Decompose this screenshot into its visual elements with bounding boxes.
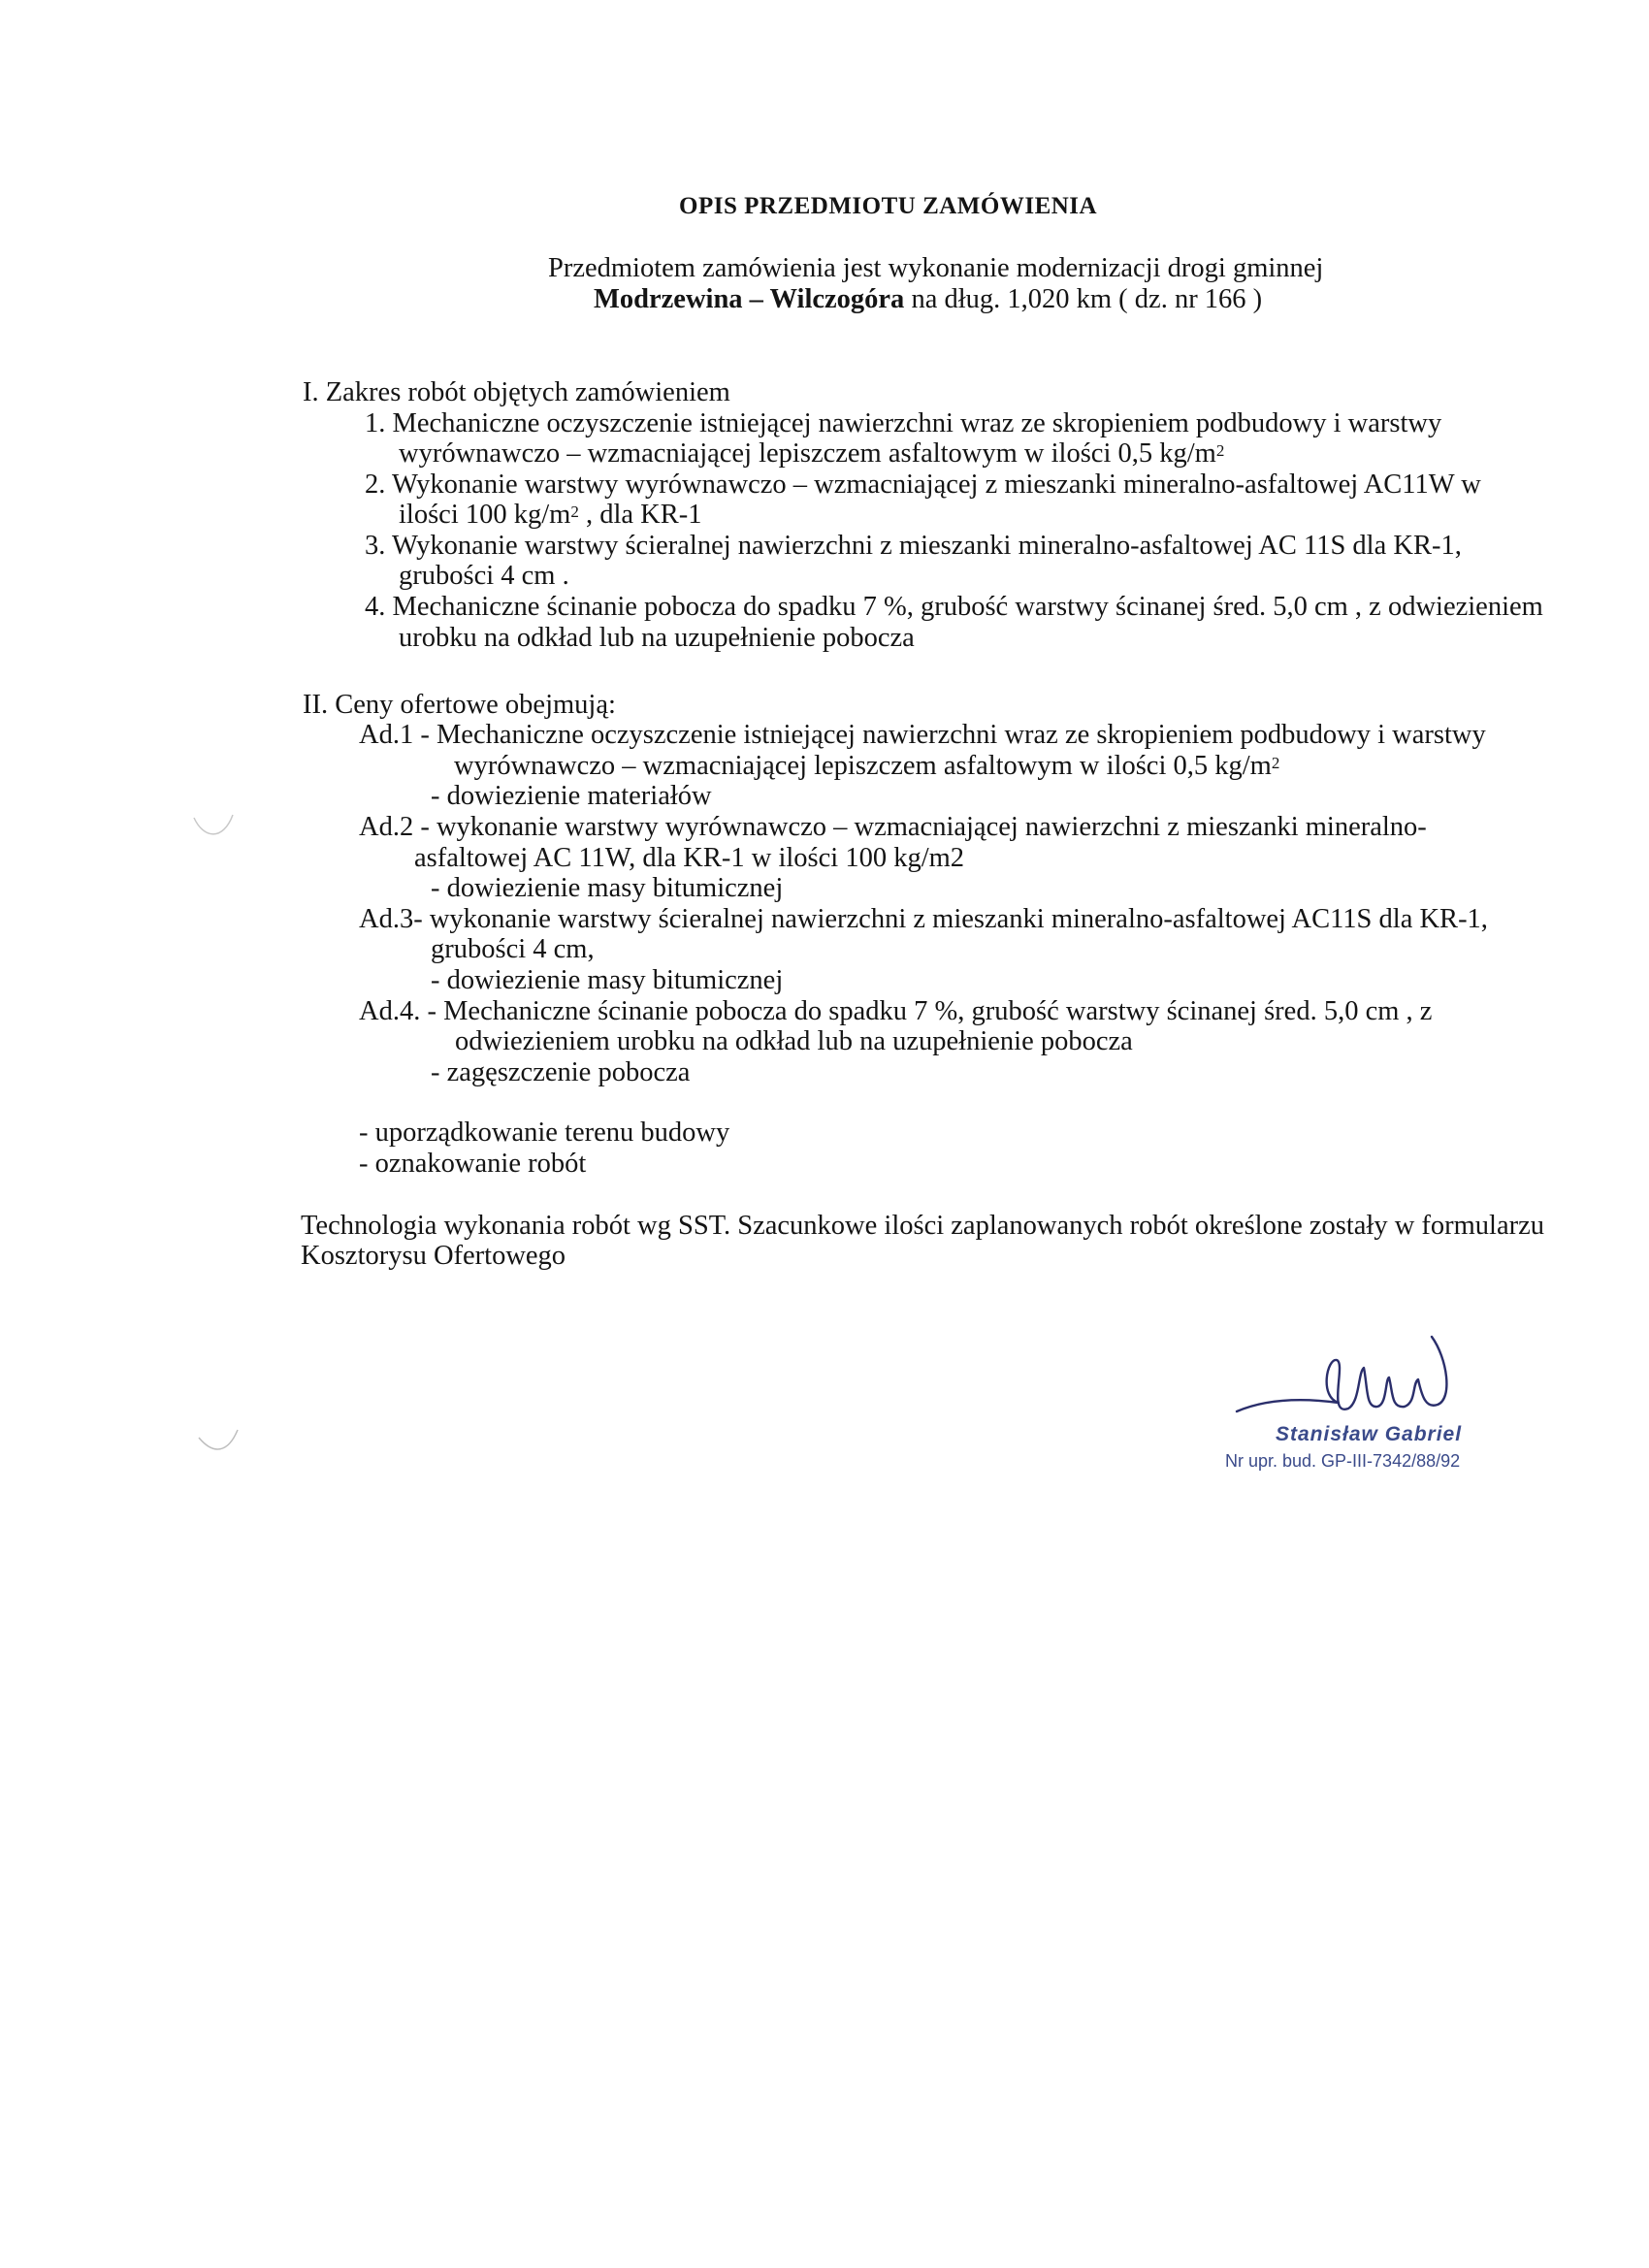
list-item: 3. Wykonanie warstwy ścieralnej nawierzchni z mieszanki mineralno-asfaltowej AC 11S dla KR-1,: [365, 531, 1462, 561]
signature-scribble: [1232, 1319, 1523, 1426]
list-item-continuation: asfaltowej AC 11W, dla KR-1 w ilości 100 kg/m2: [414, 843, 965, 873]
list-item: Ad.3- wykonanie warstwy ścieralnej nawierzchni z mieszanki mineralno-asfaltowej AC11S dla KR-1,: [359, 904, 1488, 934]
list-item: 2. Wykonanie warstwy wyrównawczo – wzmacniającej z mieszanki mineralno-asfaltowej AC11W w: [365, 470, 1481, 500]
list-item-continuation: ilości 100 $kg/m^2$ , dla KR-1: [399, 500, 702, 530]
list-item: Ad.1 - Mechaniczne oczyszczenie istniejącej nawierzchni wraz ze skropieniem podbudowy i warstwy: [359, 720, 1486, 750]
subject-line: Przedmiotem zamówienia jest wykonanie modernizacji drogi gminnej: [548, 253, 1324, 283]
list-item-continuation: odwiezieniem urobku na odkład lub na uzupełnienie pobocza: [455, 1026, 1133, 1056]
list-item-continuation: wyrównawczo – wzmacniającej lepiszczem asfaltowym w ilości 0,5 $kg/m^2$: [399, 438, 1225, 469]
document-title: OPIS PRZEDMIOTU ZAMÓWIENIA: [679, 193, 1098, 219]
scan-artifact: [189, 810, 238, 849]
list-item: Ad.2 - wykonanie warstwy wyrównawczo – wzmacniającej nawierzchni z mieszanki mineralno-: [359, 812, 1427, 842]
list-item: - oznakowanie robót: [359, 1149, 587, 1179]
list-item-continuation: - dowiezienie materiałów: [431, 781, 712, 811]
section-heading: II. Ceny ofertowe obejmują:: [303, 690, 616, 720]
list-item-continuation: - zagęszczenie pobocza: [431, 1057, 691, 1087]
list-item: 4. Mechaniczne ścinanie pobocza do spadku 7 %, grubość warstwy ścinanej śred. 5,0 cm , z odwiezieniem: [365, 592, 1543, 622]
list-item-continuation: urobku na odkład lub na uzupełnienie pobocza: [399, 623, 915, 653]
list-item: Ad.4. - Mechaniczne ścinanie pobocza do spadku 7 %, grubość warstwy ścinanej śred. 5,0 cm , z: [359, 996, 1433, 1026]
subject-road-line: [594, 284, 1262, 315]
scan-artifact: [194, 1426, 242, 1465]
closing-paragraph: Technologia wykonania robót wg SST. Szacunkowe ilości zaplanowanych robót określone zostały w formularzu: [301, 1211, 1545, 1241]
closing-paragraph-continuation: Kosztorysu Ofertowego: [301, 1241, 566, 1271]
stamp-license-number: Nr upr. bud. GP-III-7342/88/92: [1225, 1451, 1461, 1471]
list-item-continuation: grubości 4 cm .: [399, 561, 569, 591]
list-item: - uporządkowanie terenu budowy: [359, 1118, 730, 1148]
section-heading: I. Zakres robót objętych zamówieniem: [303, 377, 730, 407]
stamp-name: Stanisław Gabriel: [1276, 1423, 1463, 1445]
list-item-continuation: - dowiezienie masy bitumicznej: [431, 873, 784, 903]
list-item-continuation: wyrównawczo – wzmacniającej lepiszczem asfaltowym w ilości 0,5 $kg/m^2$: [454, 751, 1280, 781]
road-length: na dług. 1,020 km ( dz. nr 166 ): [904, 284, 1263, 314]
list-item: 1. Mechaniczne oczyszczenie istniejącej nawierzchni wraz ze skropieniem podbudowy i warstwy: [365, 408, 1442, 438]
list-item-continuation: grubości 4 cm,: [431, 934, 595, 964]
list-item-continuation: - dowiezienie masy bitumicznej: [431, 965, 784, 995]
road-name: Modrzewina – Wilczogóra: [594, 284, 905, 314]
